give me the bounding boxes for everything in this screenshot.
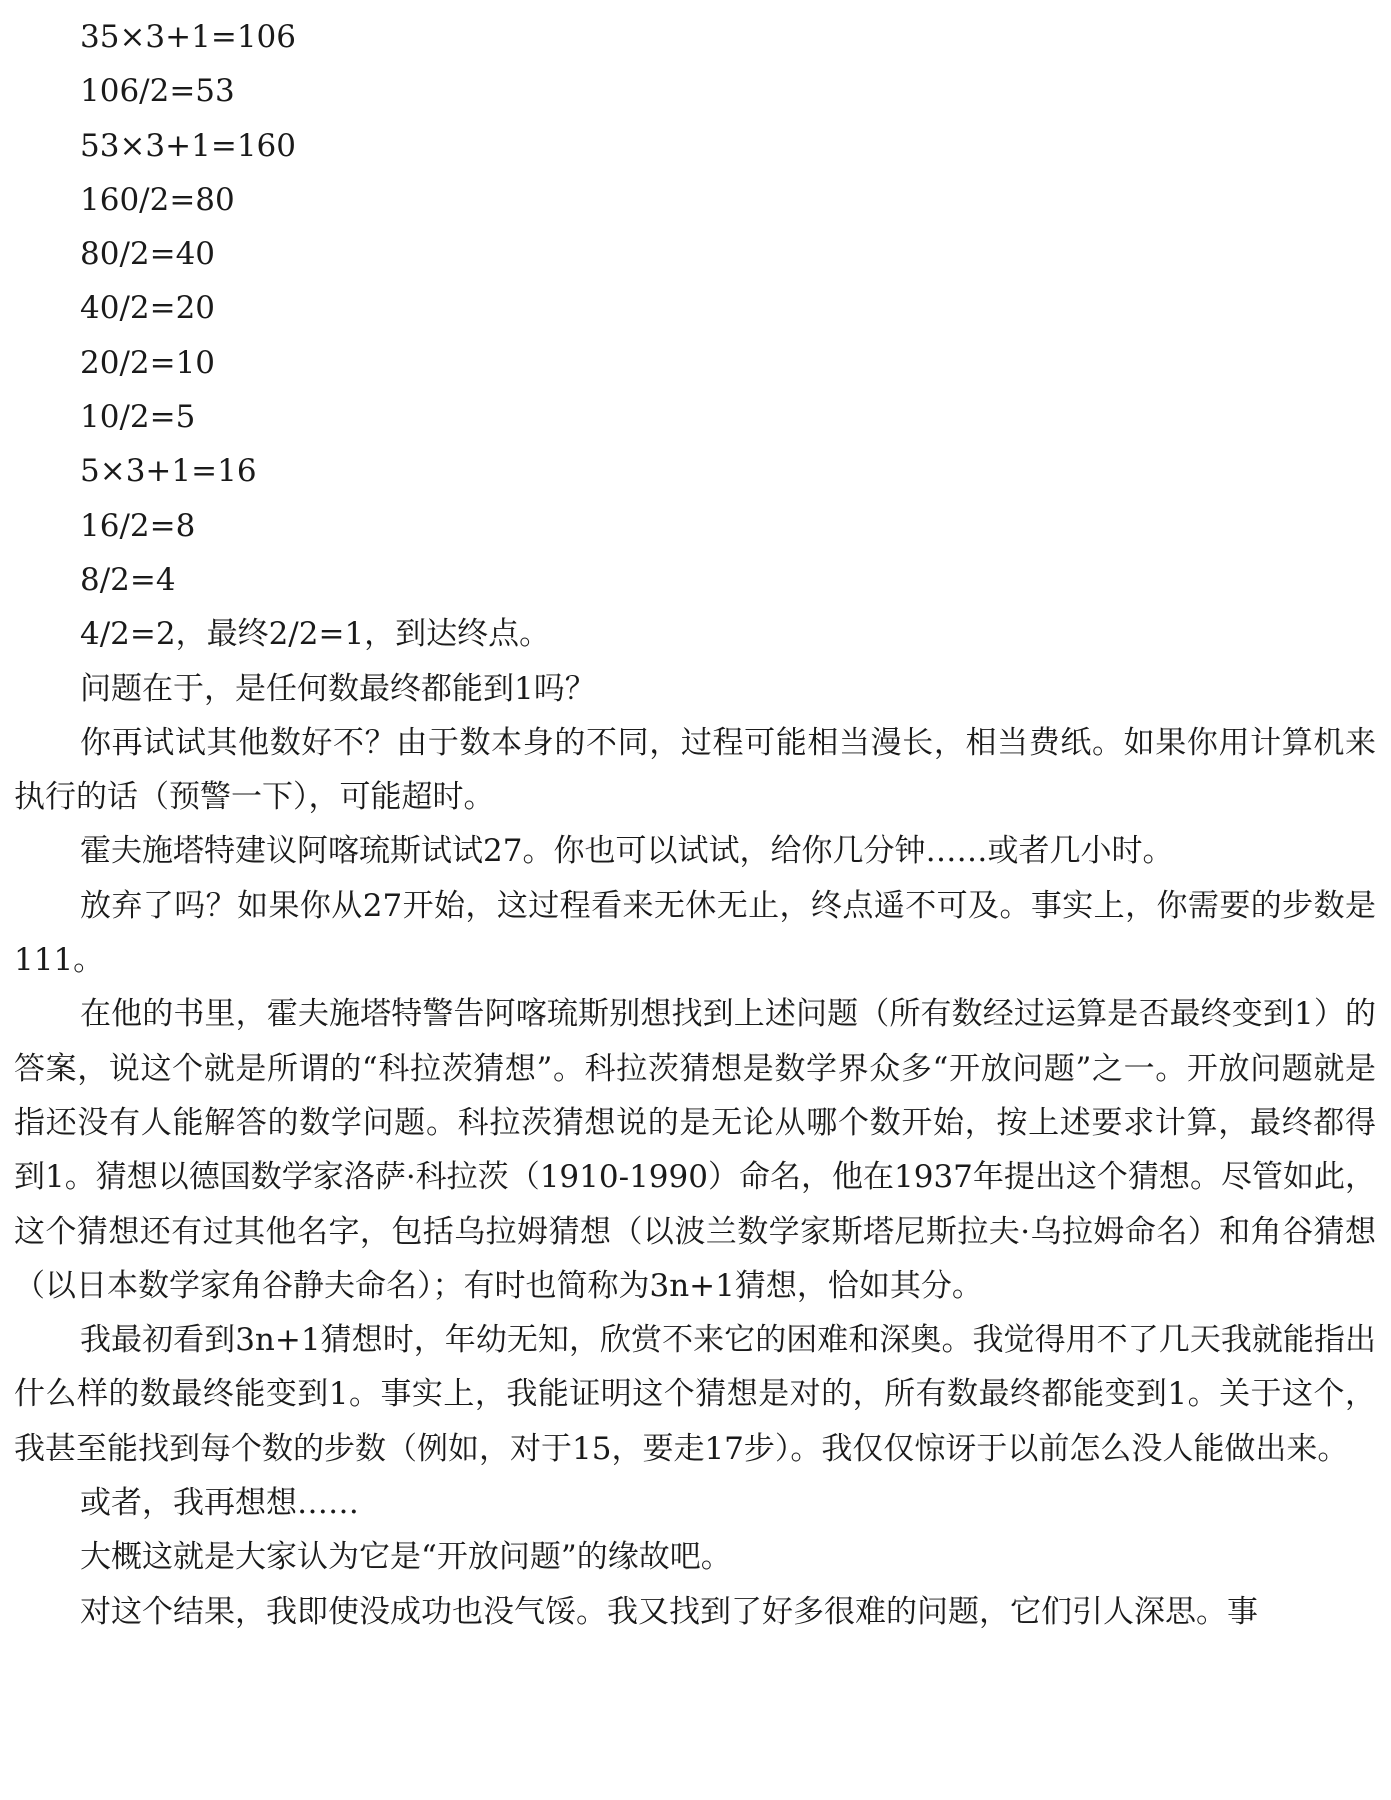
equation-line: 35×3+1=106 <box>80 19 296 55</box>
equation-line: 10/2=5 <box>80 399 196 436</box>
paragraph-open-problem: 大概这就是大家认为它是“开放问题”的缘故吧。 <box>80 1539 732 1576</box>
equation-line: 106/2=53 <box>80 73 235 110</box>
paragraph-collatz-conjecture: 在他的书里，霍夫施塔特警告阿喀琉斯别想找到上述问题（所有数经过运算是否最终变到1）的答案，说这个就是所谓的“科拉茨猜想”。科拉茨猜想是数学界众多“开放问题”之一。开放问题就是指还没有人能解答的数学问题。科拉茨猜想说的是无论从哪个数开始，按上述要求计算，最终都得到1。猜想以德国数学家洛萨·科拉茨（1910-1990）命名，他在1937年提出这个猜想。尽管如此，这个猜想还有过其他名字，包括乌拉姆猜想（以波兰数学家斯塔尼斯拉夫·乌拉姆命名）和角谷猜想（以日本数学家角谷静夫命名）；有时也简称为3n+1猜想，恰如其分。 <box>14 996 1376 1304</box>
equation-line: 16/2=8 <box>80 507 196 544</box>
paragraph-question: 问题在于，是任何数最终都能到1吗？ <box>80 670 596 707</box>
equation-line: 160/2=80 <box>80 181 235 218</box>
paragraph-not-discouraged: 对这个结果，我即使没成功也没气馁。我又找到了好多很难的问题，它们引人深思。事 <box>80 1593 1258 1630</box>
paragraph-first-encounter: 我最初看到3n+1猜想时，年幼无知，欣赏不来它的困难和深奥。我觉得用不了几天我就能指出什么样的数最终能变到1。事实上，我能证明这个猜想是对的，所有数最终都能变到1。关于这个，我甚至能找到每个数的步数（例如，对于15，要走17步）。我仅仅惊讶于以前怎么没人能做出来。 <box>14 1322 1376 1467</box>
equation-line: 8/2=4 <box>80 561 176 598</box>
equation-line: 40/2=20 <box>80 290 216 327</box>
paragraph-try-others: 你再试试其他数好不？由于数本身的不同，过程可能相当漫长，相当费纸。如果你用计算机来执行的话（预警一下），可能超时。 <box>14 724 1376 816</box>
equation-line: 5×3+1=16 <box>80 453 257 490</box>
equation-line: 53×3+1=160 <box>80 127 296 164</box>
equation-line: 20/2=10 <box>80 344 216 381</box>
body-text <box>14 10 1376 1639</box>
paragraph-try-27: 霍夫施塔特建议阿喀琉斯试试27。你也可以试试，给你几分钟……或者几小时。 <box>80 833 1174 870</box>
equation-line: 80/2=40 <box>80 236 216 273</box>
paragraph-think-again: 或者，我再想想…… <box>80 1485 359 1522</box>
paragraph-give-up: 放弃了吗？如果你从27开始，这过程看来无休无止，终点遥不可及。事实上，你需要的步数是111。 <box>14 887 1376 979</box>
equation-line-final: 4/2=2，最终2/2=1，到达终点。 <box>80 616 551 653</box>
